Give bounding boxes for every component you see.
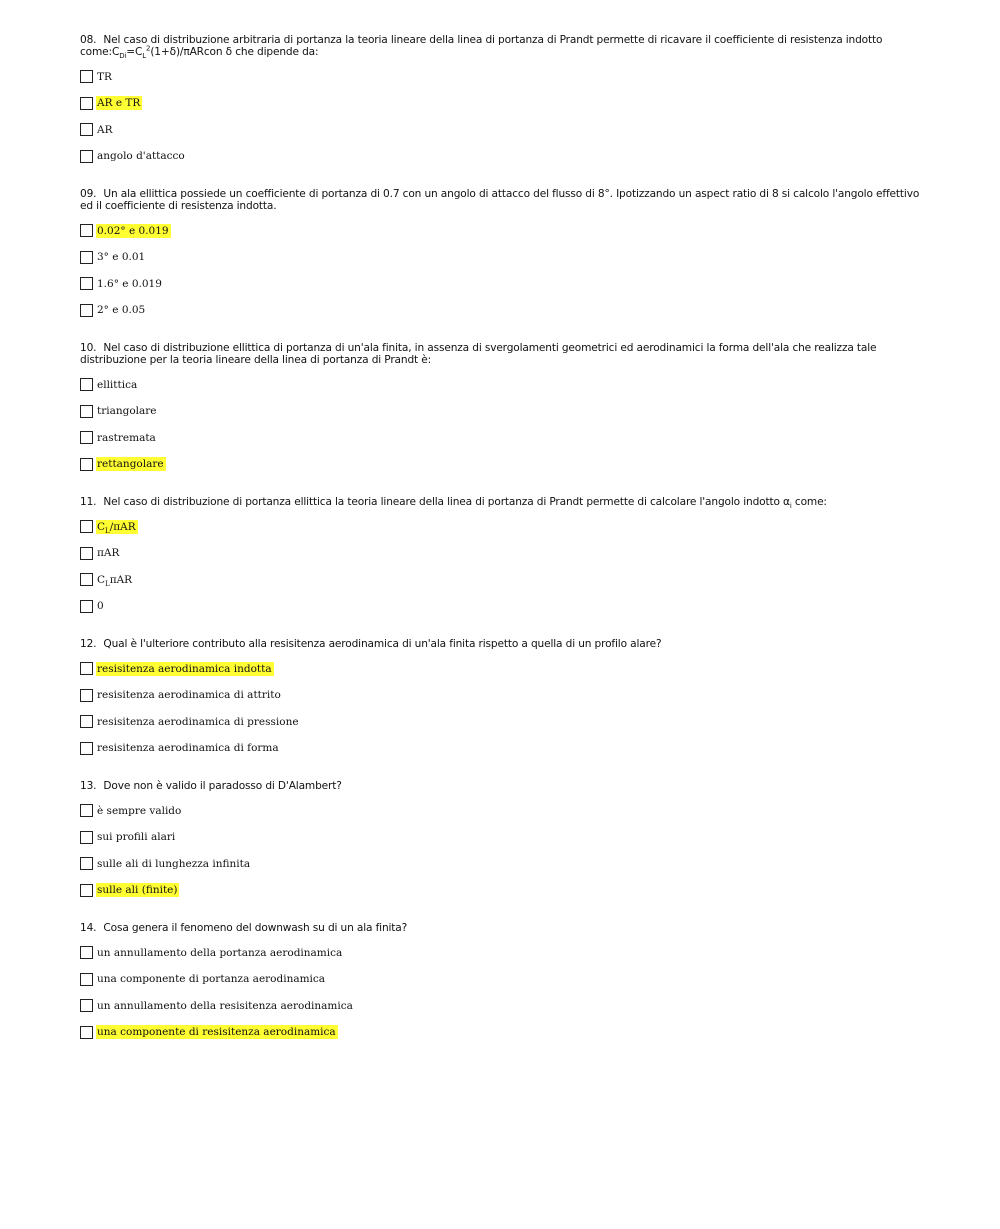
answer-option[interactable] — [80, 303, 925, 318]
answer-checkbox[interactable] — [80, 973, 93, 986]
answer-label: ellittica — [97, 378, 138, 391]
answer-option[interactable] — [80, 519, 925, 534]
question-block — [80, 496, 925, 638]
answer-option[interactable] — [80, 404, 925, 419]
answer-label: resisitenza aerodinamica di forma — [97, 742, 279, 754]
question-spacer — [80, 909, 925, 922]
answer-option[interactable] — [80, 883, 925, 898]
question-block — [80, 638, 925, 780]
answer-checkbox[interactable] — [80, 804, 93, 817]
answer-checkbox[interactable] — [80, 999, 93, 1012]
answer-checkbox[interactable] — [80, 277, 93, 290]
answer-option[interactable] — [80, 546, 925, 561]
answer-checkbox[interactable] — [80, 251, 93, 264]
answer-checkbox[interactable] — [80, 304, 93, 317]
question-block — [80, 922, 925, 1064]
answer-option[interactable] — [80, 945, 925, 960]
answer-label-highlighted: 0.02° e 0.019 — [97, 224, 169, 237]
question-block — [80, 188, 925, 342]
answer-label: πAR — [97, 547, 120, 559]
answer-checkbox[interactable] — [80, 600, 93, 613]
answer-option[interactable] — [80, 377, 925, 392]
answer-option[interactable] — [80, 972, 925, 987]
answer-option[interactable] — [80, 69, 925, 84]
question-spacer — [80, 329, 925, 342]
question-body: Un ala ellittica possiede un coefficiente di portanza di 0.7 con un angolo di attacco del flusso di 8°. Ipotizzando un aspect ratio di 8 si calcolo l'angolo effettivo ed il coefficiente di resistenza indotta. — [80, 188, 920, 212]
answer-label-highlighted: resisitenza aerodinamica indotta — [97, 662, 272, 675]
question-text — [80, 922, 925, 934]
question-body: Qual è l'ulteriore contributo alla resisitenza aerodinamica di un'ala finita rispetto a quella di un profilo alare? — [103, 638, 662, 650]
question-body: Nel caso di distribuzione arbitraria di portanza la teoria lineare della linea di portanza di Prandt permette di ricavare il coefficiente di resistenza indotto $come:C_{Di}=C_L^2(1+\delta)$/πARcon δ che dipende da: — [80, 34, 883, 61]
answer-option[interactable] — [80, 803, 925, 818]
question-spacer — [80, 175, 925, 188]
answer-checkbox[interactable] — [80, 123, 93, 136]
answer-option[interactable] — [80, 599, 925, 614]
answer-option[interactable] — [80, 96, 925, 111]
question-block — [80, 780, 925, 922]
question-spacer — [80, 767, 925, 780]
answer-label-highlighted: rettangolare — [97, 458, 164, 470]
answer-label: 3° e 0.01 — [97, 251, 146, 263]
answer-checkbox[interactable] — [80, 70, 93, 83]
answer-option[interactable] — [80, 430, 925, 445]
answer-label-highlighted: sulle ali (finite) — [97, 884, 178, 896]
answer-label: 1.6° e 0.019 — [97, 277, 162, 290]
question-number: 08. — [80, 34, 97, 46]
answer-option[interactable] — [80, 276, 925, 291]
answer-label: un annullamento della portanza aerodinamica — [97, 946, 343, 959]
answer-checkbox[interactable] — [80, 946, 93, 959]
question-text — [80, 188, 925, 212]
answer-checkbox[interactable] — [80, 150, 93, 163]
answer-checkbox[interactable] — [80, 547, 93, 560]
answer-label: è sempre valido — [97, 804, 182, 817]
answer-checkbox[interactable] — [80, 378, 93, 391]
answer-option[interactable] — [80, 250, 925, 265]
answer-checkbox[interactable] — [80, 405, 93, 418]
answer-checkbox[interactable] — [80, 689, 93, 702]
question-body: Cosa genera il fenomeno del downwash su di un ala finita? — [103, 922, 408, 934]
answer-checkbox[interactable] — [80, 97, 93, 110]
answer-option[interactable] — [80, 661, 925, 676]
answer-label: un annullamento della resisitenza aerodinamica — [97, 999, 353, 1012]
answer-label: una componente di portanza aerodinamica — [97, 973, 326, 985]
question-spacer — [80, 625, 925, 638]
answer-checkbox[interactable] — [80, 884, 93, 897]
answer-option[interactable] — [80, 122, 925, 137]
question-text — [80, 496, 925, 511]
answer-checkbox[interactable] — [80, 831, 93, 844]
answer-label-highlighted: AR e TR — [97, 97, 141, 109]
answer-option[interactable] — [80, 223, 925, 238]
question-text — [80, 780, 925, 792]
answer-label: sui profili alari — [97, 831, 176, 843]
question-spacer — [80, 1051, 925, 1064]
answer-checkbox[interactable] — [80, 715, 93, 728]
answer-checkbox[interactable] — [80, 224, 93, 237]
answer-option[interactable] — [80, 1025, 925, 1040]
question-body: Nel caso di distribuzione ellittica di portanza di un'ala finita, in assenza di svergolamenti geometrici ed aerodinamici la forma dell'ala che realizza tale distribuzione per la teoria lineare della linea di portanza di Prandt è: — [80, 342, 877, 366]
answer-label: angolo d'attacco — [97, 150, 185, 162]
question-number: 14. — [80, 922, 97, 934]
question-body: Nel caso di distribuzione di portanza ellittica la teoria lineare della linea di portanza di Prandt permette di calcolare l'angolo indotto $\alpha_i$ come: — [103, 496, 827, 511]
answer-label: 0 — [97, 600, 104, 612]
answer-option[interactable] — [80, 572, 925, 587]
answer-option[interactable] — [80, 856, 925, 871]
answer-checkbox[interactable] — [80, 458, 93, 471]
question-number: 12. — [80, 638, 97, 650]
answer-label: triangolare — [97, 405, 157, 417]
answer-label: sulle ali di lunghezza infinita — [97, 857, 251, 870]
question-body: Dove non è valido il paradosso di D'Alambert? — [103, 780, 342, 792]
question-number: 13. — [80, 780, 97, 792]
question-number: 09. — [80, 188, 97, 200]
question-spacer — [80, 483, 925, 496]
answer-checkbox[interactable] — [80, 431, 93, 444]
answer-option[interactable] — [80, 688, 925, 703]
question-block — [80, 34, 925, 188]
question-number: 11. — [80, 496, 97, 508]
answer-checkbox[interactable] — [80, 573, 93, 586]
question-text — [80, 34, 925, 61]
answer-label: resisitenza aerodinamica di attrito — [97, 689, 281, 701]
question-block — [80, 342, 925, 496]
answer-option[interactable] — [80, 714, 925, 729]
answer-label: 2° e 0.05 — [97, 304, 146, 316]
answer-option[interactable] — [80, 149, 925, 164]
answer-checkbox[interactable] — [80, 857, 93, 870]
quiz-page — [80, 34, 925, 1064]
answer-checkbox[interactable] — [80, 662, 93, 675]
answer-checkbox[interactable] — [80, 520, 93, 533]
question-number: 10. — [80, 342, 97, 354]
answer-label: TR — [97, 70, 112, 83]
answer-label: resisitenza aerodinamica di pressione — [97, 715, 299, 728]
answer-option[interactable] — [80, 741, 925, 756]
answer-option[interactable] — [80, 830, 925, 845]
answer-option[interactable] — [80, 998, 925, 1013]
answer-label: AR — [97, 123, 113, 136]
answer-checkbox[interactable] — [80, 1026, 93, 1039]
answer-label: $C_L\pi AR$ — [97, 573, 133, 588]
answer-option[interactable] — [80, 457, 925, 472]
answer-label: rastremata — [97, 431, 156, 444]
answer-checkbox[interactable] — [80, 742, 93, 755]
question-text — [80, 342, 925, 366]
question-text — [80, 638, 925, 650]
answer-label-highlighted: $C_L$/πAR — [97, 520, 136, 535]
answer-label-highlighted: una componente di resisitenza aerodinamica — [97, 1026, 336, 1038]
